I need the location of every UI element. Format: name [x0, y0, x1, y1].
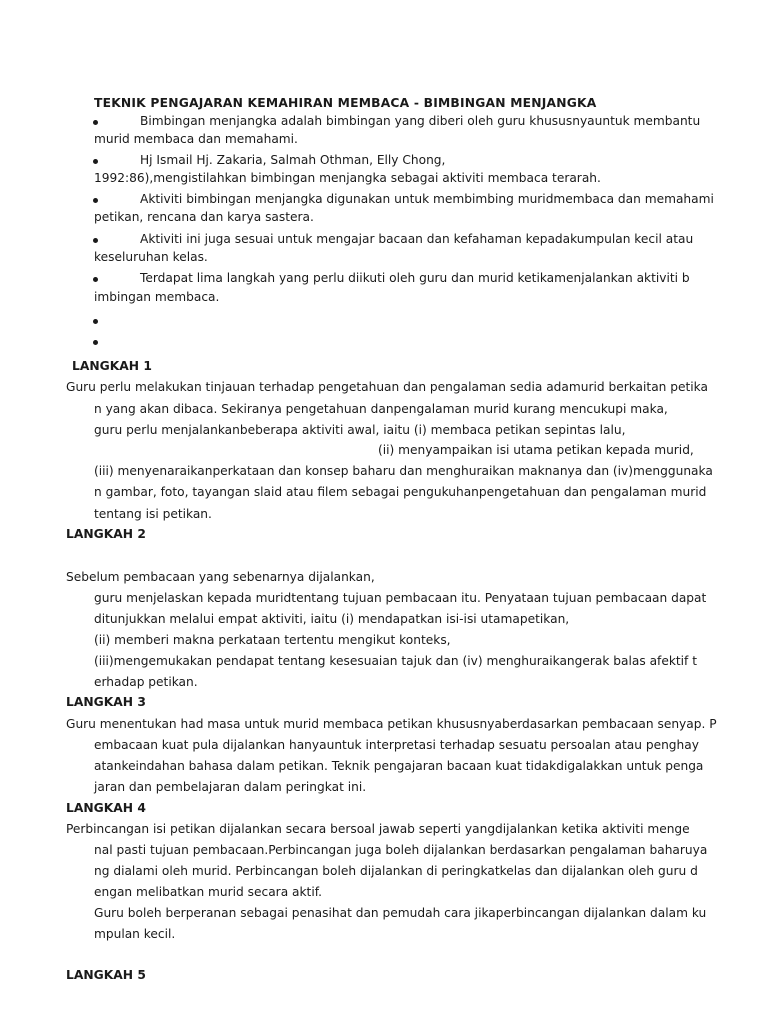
langkah-3-line: Guru menentukan had masa untuk murid membaca petikan khususnyaberdasarkan pembacaan senyap. P — [66, 717, 717, 731]
langkah-4-line: engan melibatkan murid secara aktif. — [94, 885, 323, 899]
empty-bullet-dot — [93, 319, 98, 324]
bullet-dot — [93, 120, 98, 125]
bullet-dot — [93, 238, 98, 243]
bullet-3-line-2: petikan, rencana dan karya sastera. — [94, 210, 314, 224]
bullet-dot — [93, 159, 98, 164]
langkah-3-line: atankeindahan bahasa dalam petikan. Teknik pengajaran bacaan kuat tidakdigalakkan untuk penga — [94, 759, 704, 773]
langkah-2-heading: LANGKAH 2 — [66, 527, 146, 541]
bullet-3-line-1: Aktiviti bimbingan menjangka digunakan untuk membimbing muridmembaca dan memahami — [140, 192, 714, 206]
langkah-1-line: (iii) menyenaraikanperkataan dan konsep baharu dan menghuraikan maknanya dan (iv)menggunaka — [94, 464, 713, 478]
langkah-3-line: jaran dan pembelajaran dalam peringkat ini. — [94, 780, 367, 794]
langkah-2-line: (iii)mengemukakan pendapat tentang kesesuaian tajuk dan (iv) menghuraikangerak balas afektif t — [94, 654, 697, 668]
bullet-2-line-2: 1992:86),mengistilahkan bimbingan menjangka sebagai aktiviti membaca terarah. — [94, 171, 601, 185]
langkah-2-line: (ii) memberi makna perkataan tertentu mengikut konteks, — [94, 633, 451, 647]
langkah-2-line: Sebelum pembacaan yang sebenarnya dijalankan, — [66, 570, 375, 584]
langkah-3-heading: LANGKAH 3 — [66, 695, 146, 709]
langkah-4-heading: LANGKAH 4 — [66, 801, 146, 815]
bullet-1-line-1: Bimbingan menjangka adalah bimbingan yang diberi oleh guru khususnyauntuk membantu — [140, 114, 701, 128]
bullet-5-line-1: Terdapat lima langkah yang perlu diikuti oleh guru dan murid ketikamenjalankan aktiviti b — [140, 271, 690, 285]
bullet-dot — [93, 198, 98, 203]
langkah-5-heading: LANGKAH 5 — [66, 968, 146, 982]
langkah-3-line: embacaan kuat pula dijalankan hanyauntuk interpretasi terhadap sesuatu persoalan atau penghay — [94, 738, 699, 752]
bullet-4-line-1: Aktiviti ini juga sesuai untuk mengajar bacaan dan kefahaman kepadakumpulan kecil atau — [140, 232, 694, 246]
langkah-2-line: guru menjelaskan kepada muridtentang tujuan pembacaan itu. Penyataan tujuan pembacaan dapat — [94, 591, 707, 605]
document-title: TEKNIK PENGAJARAN KEMAHIRAN MEMBACA - BIMBINGAN MENJANGKA — [94, 96, 597, 110]
langkah-4-line: Perbincangan isi petikan dijalankan secara bersoal jawab seperti yangdijalankan ketika aktiviti menge — [66, 822, 690, 836]
langkah-1-line: tentang isi petikan. — [94, 507, 212, 521]
langkah-1-line: n yang akan dibaca. Sekiranya pengetahuan danpengalaman murid kurang mencukupi maka, — [94, 402, 668, 416]
langkah-4-line: Guru boleh berperanan sebagai penasihat dan pemudah cara jikaperbincangan dijalankan dalam ku — [94, 906, 707, 920]
langkah-4-line: nal pasti tujuan pembacaan.Perbincangan juga boleh dijalankan berdasarkan pengalaman baharuya — [94, 843, 708, 857]
langkah-2-line: erhadap petikan. — [94, 675, 198, 689]
empty-bullet-dot — [93, 340, 98, 345]
bullet-dot — [93, 277, 98, 282]
langkah-1-line: guru perlu menjalankanbeberapa aktiviti awal, iaitu (i) membaca petikan sepintas lalu, — [94, 423, 626, 437]
langkah-1-heading: LANGKAH 1 — [72, 359, 152, 373]
bullet-5-line-2: imbingan membaca. — [94, 290, 220, 304]
bullet-4-line-2: keseluruhan kelas. — [94, 250, 208, 264]
langkah-1-line: Guru perlu melakukan tinjauan terhadap pengetahuan dan pengalaman sedia adamurid berkaitan petika — [66, 380, 708, 394]
langkah-1-line: n gambar, foto, tayangan slaid atau filem sebagai pengukuhanpengetahuan dan pengalaman murid — [94, 485, 707, 499]
langkah-1-line: (ii) menyampaikan isi utama petikan kepada murid, — [378, 443, 694, 457]
langkah-2-line: ditunjukkan melalui empat aktiviti, iaitu (i) mendapatkan isi-isi utamapetikan, — [94, 612, 570, 626]
bullet-2-line-1: Hj Ismail Hj. Zakaria, Salmah Othman, Elly Chong, — [140, 153, 446, 167]
langkah-4-line: mpulan kecil. — [94, 927, 176, 941]
langkah-4-line: ng dialami oleh murid. Perbincangan boleh dijalankan di peringkatkelas dan dijalankan oleh guru d — [94, 864, 698, 878]
bullet-1-line-2: murid membaca dan memahami. — [94, 132, 298, 146]
